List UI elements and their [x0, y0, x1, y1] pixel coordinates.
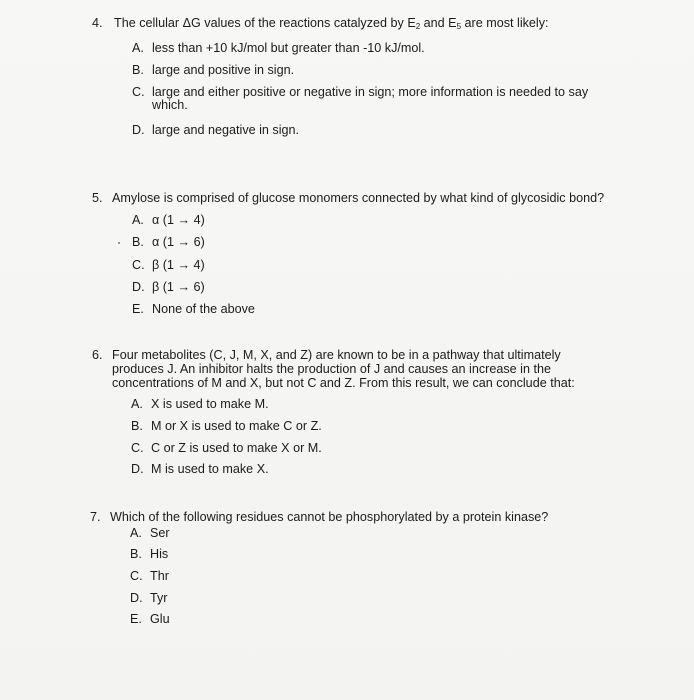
- question-number: 4.: [92, 16, 103, 30]
- option-letter: E.: [130, 612, 142, 626]
- question-5: [92, 191, 672, 207]
- option-e: [130, 612, 170, 626]
- option-letter: A.: [131, 397, 143, 411]
- subscript: 5: [456, 22, 462, 31]
- subscript: 2: [415, 22, 421, 31]
- option-text: X is used to make M.: [151, 397, 269, 411]
- option-text: α (1 → 6): [152, 235, 205, 249]
- option-letter: A.: [132, 213, 144, 227]
- option-b: [132, 235, 205, 249]
- option-text: None of the above: [152, 302, 255, 316]
- option-b: [130, 547, 168, 561]
- option-letter: E.: [132, 302, 144, 316]
- question-text-part: The cellular ΔG values of the reactions catalyzed by E: [114, 16, 416, 30]
- option-text: His: [150, 547, 169, 561]
- option-letter: D.: [132, 280, 145, 294]
- option-text: less than +10 kJ/mol but greater than -10 kJ/mol.: [152, 41, 425, 55]
- option-d: [131, 462, 269, 476]
- question-4: [92, 16, 672, 32]
- option-text: Glu: [150, 612, 170, 626]
- option-letter: A.: [132, 41, 144, 55]
- option-letter: B.: [132, 235, 144, 249]
- option-d: [132, 280, 205, 294]
- question-number: 7.: [90, 510, 101, 524]
- option-text: M is used to make X.: [151, 462, 269, 476]
- question-text: [114, 16, 549, 34]
- question-text-line: produces J. An inhibitor halts the production of J and causes an increase in the: [112, 362, 551, 376]
- option-letter: D.: [132, 123, 145, 137]
- option-text: large and negative in sign.: [152, 123, 300, 137]
- option-d: [130, 591, 168, 605]
- question-text-part: are most likely:: [461, 16, 549, 30]
- question-text-line: concentrations of M and X, but not C and Z. From this result, we can conclude that:: [112, 376, 575, 390]
- option-b: [132, 63, 294, 77]
- question-text: Which of the following residues cannot be phosphorylated by a protein kinase?: [110, 510, 549, 524]
- option-letter: B.: [132, 63, 144, 77]
- option-text: Tyr: [150, 591, 168, 605]
- option-letter: C.: [132, 85, 145, 99]
- option-text: Ser: [150, 526, 170, 540]
- question-text: Amylose is comprised of glucose monomers connected by what kind of glycosidic bond?: [112, 191, 605, 205]
- option-c: [132, 258, 205, 272]
- option-c: [132, 86, 588, 112]
- option-text: α (1 → 4): [152, 213, 205, 227]
- option-text: large and positive in sign.: [152, 63, 295, 77]
- option-a: [130, 526, 170, 540]
- option-line: [132, 86, 588, 99]
- question-number: 6.: [92, 348, 103, 362]
- option-text: large and either positive or negative in sign; more information is needed to say: [152, 85, 589, 99]
- option-letter: D.: [131, 462, 144, 476]
- option-text-continued: which.: [152, 98, 188, 112]
- question-number: 5.: [92, 191, 103, 205]
- option-letter: C.: [132, 258, 145, 272]
- option-letter: B.: [130, 547, 142, 561]
- question-6: [92, 348, 672, 392]
- option-a: [132, 213, 205, 227]
- option-a: [132, 41, 425, 55]
- option-text: M or X is used to make C or Z.: [151, 419, 322, 433]
- option-c: [130, 569, 169, 583]
- option-letter: D.: [130, 591, 143, 605]
- option-e: [132, 302, 255, 316]
- option-text: Thr: [150, 569, 169, 583]
- question-text: [112, 348, 575, 390]
- option-letter: C.: [130, 569, 143, 583]
- option-text: C or Z is used to make X or M.: [151, 441, 322, 455]
- question-text-line: Four metabolites (C, J, M, X, and Z) are known to be in a pathway that ultimately: [112, 348, 561, 362]
- question-text-part: and E: [420, 16, 457, 30]
- question-7: [90, 510, 670, 526]
- option-c: [131, 441, 322, 455]
- option-a: [131, 397, 269, 411]
- option-b: [131, 419, 322, 433]
- option-letter: A.: [130, 526, 142, 540]
- option-text: β (1 → 6): [152, 280, 205, 294]
- option-text: β (1 → 4): [152, 258, 205, 272]
- stray-mark: [118, 242, 120, 244]
- option-letter: C.: [131, 441, 144, 455]
- option-letter: B.: [131, 419, 143, 433]
- option-d: [132, 123, 299, 137]
